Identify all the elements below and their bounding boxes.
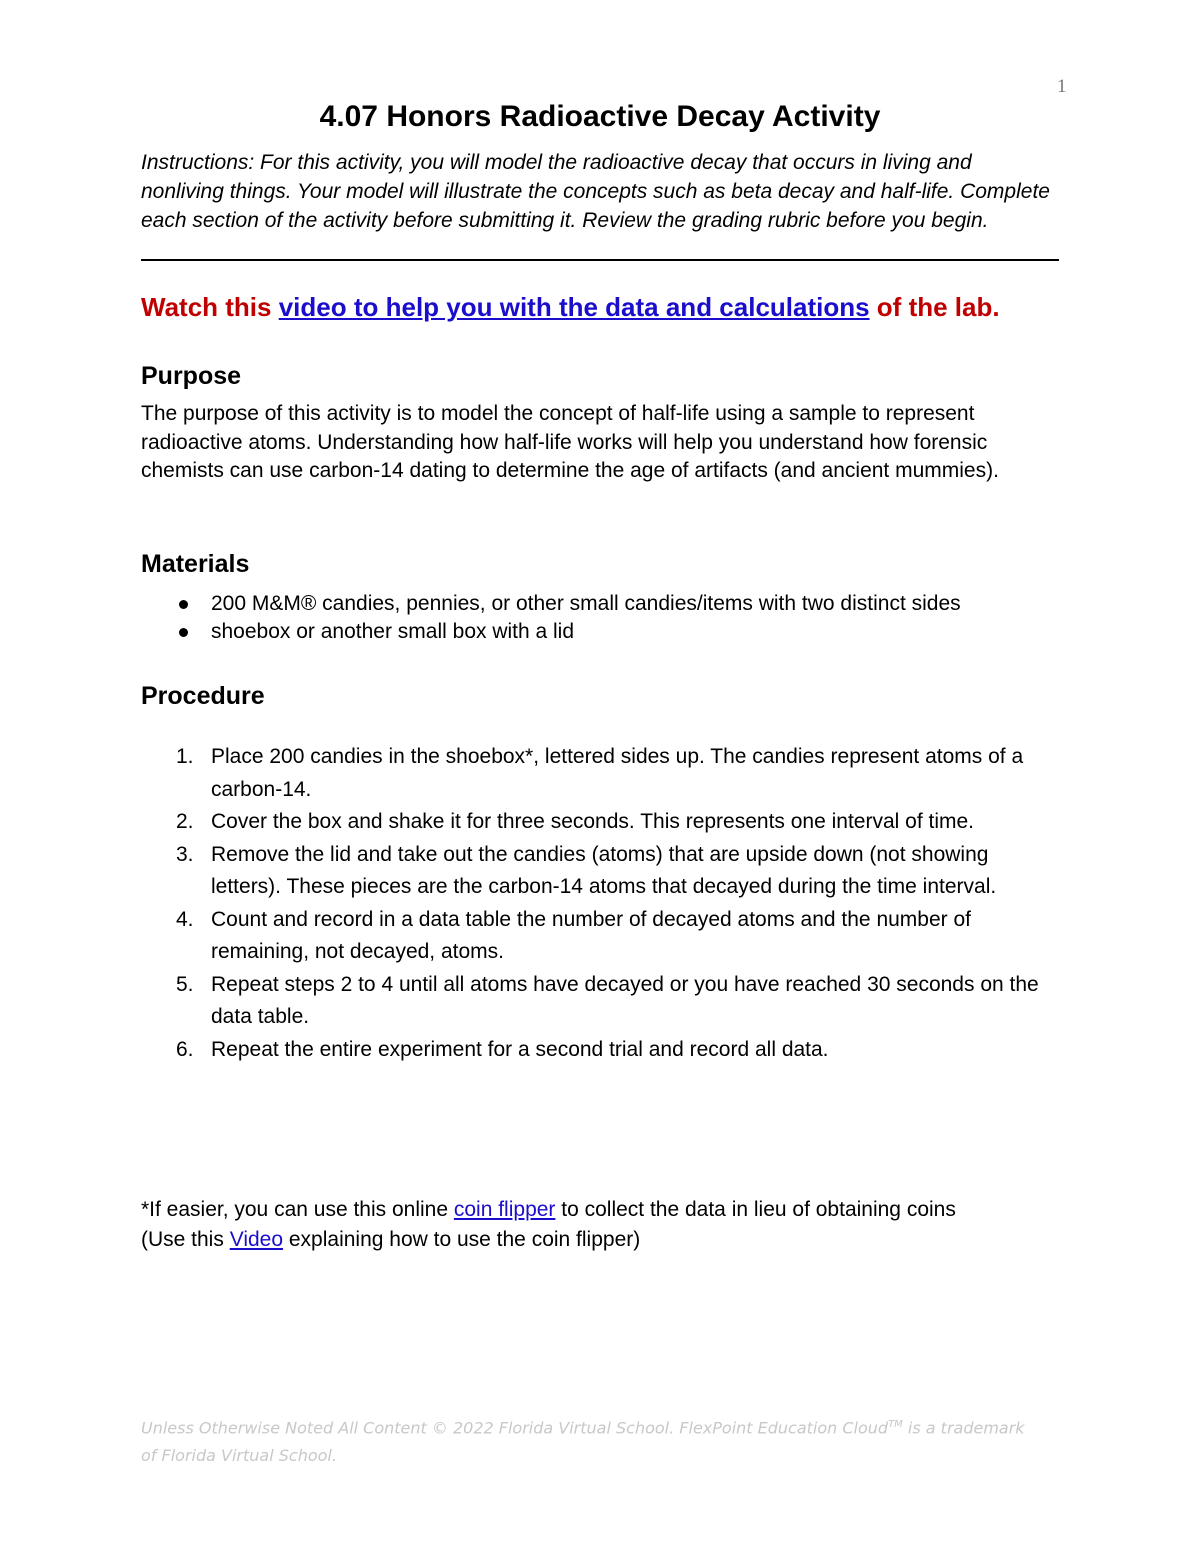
list-item [141, 741, 1061, 806]
copyright-footer [141, 1411, 1031, 1470]
step-text: Repeat steps 2 to 4 until all atoms have decayed or you have reached 30 seconds on the data table. [211, 972, 1039, 1028]
material-text: 200 M&M® candies, pennies, or other small candies/items with two distinct sides [211, 592, 961, 615]
step-number: 6. [176, 1037, 194, 1061]
step-text: Remove the lid and take out the candies (atoms) that are upside down (not showing letters). These pieces are the carbon-14 atoms that decayed during the time interval. [211, 842, 997, 898]
materials-list [141, 590, 961, 646]
list-item [141, 839, 1061, 904]
coin-flipper-video-link[interactable]: Video [229, 1227, 284, 1251]
section-divider [141, 259, 1059, 261]
video-link[interactable]: video to help you with the data and calculations [278, 292, 870, 322]
page-title: 4.07 Honors Radioactive Decay Activity [319, 100, 881, 133]
bullet-icon [179, 628, 188, 637]
step-text: Cover the box and shake it for three seconds. This represents one interval of time. [211, 810, 975, 833]
list-item [141, 618, 961, 646]
note-line2-prefix: (Use this [141, 1227, 230, 1251]
list-item [141, 969, 1061, 1034]
instructions-text: Instructions: For this activity, you will model the radioactive decay that occurs in living and nonliving things. Your model will illustrate the concepts such as beta decay and half-life. Complete each section of the activity before submitting it. Review the grading rubric before you begin. [141, 151, 1050, 232]
bullet-icon [179, 600, 188, 609]
step-text: Count and record in a data table the number of decayed atoms and the number of remaining, not decayed, atoms. [211, 907, 971, 963]
note-line1-prefix: *If easier, you can use this online [141, 1198, 454, 1221]
watch-video-line [141, 292, 1091, 323]
watch-prefix: Watch this [141, 292, 279, 322]
watch-suffix: of the lab. [869, 292, 1000, 322]
procedure-list [141, 741, 1061, 1066]
step-number: 1. [176, 745, 194, 768]
footer-text-end: is a trademark of Florida Virtual School. [141, 1418, 1025, 1466]
coin-flipper-note [141, 1195, 1081, 1254]
list-item [141, 806, 1061, 839]
step-number: 4. [176, 907, 194, 931]
page-number: 1 [1057, 76, 1067, 97]
trademark-symbol: TM [888, 1419, 903, 1430]
purpose-heading: Purpose [141, 362, 242, 390]
step-number: 5. [176, 972, 194, 996]
step-number: 3. [176, 842, 194, 866]
list-item [141, 590, 961, 618]
footer-text: Unless Otherwise Noted All Content © 2022 Florida Virtual School. FlexPoint Education Cloud [141, 1418, 889, 1438]
note-line2-suffix: explaining how to use the coin flipper) [283, 1227, 641, 1251]
list-item [141, 904, 1061, 969]
materials-heading: Materials [141, 550, 250, 578]
coin-flipper-link[interactable]: coin flipper [453, 1198, 556, 1221]
step-text: Place 200 candies in the shoebox*, lettered sides up. The candies represent atoms of a carbon-14. [211, 745, 1024, 801]
step-text: Repeat the entire experiment for a second trial and record all data. [211, 1037, 829, 1061]
purpose-text: The purpose of this activity is to model the concept of half-life using a sample to represent radioactive atoms. Understanding how half-life works will help you understand how forensic chemists can use carbon-14 dating to determine the age of artifacts (and ancient mummies). [141, 402, 999, 482]
step-number: 2. [176, 810, 194, 833]
procedure-heading: Procedure [141, 682, 265, 710]
list-item [141, 1034, 1061, 1067]
material-text: shoebox or another small box with a lid [211, 620, 575, 643]
note-line1-suffix: to collect the data in lieu of obtaining coins [555, 1198, 956, 1221]
